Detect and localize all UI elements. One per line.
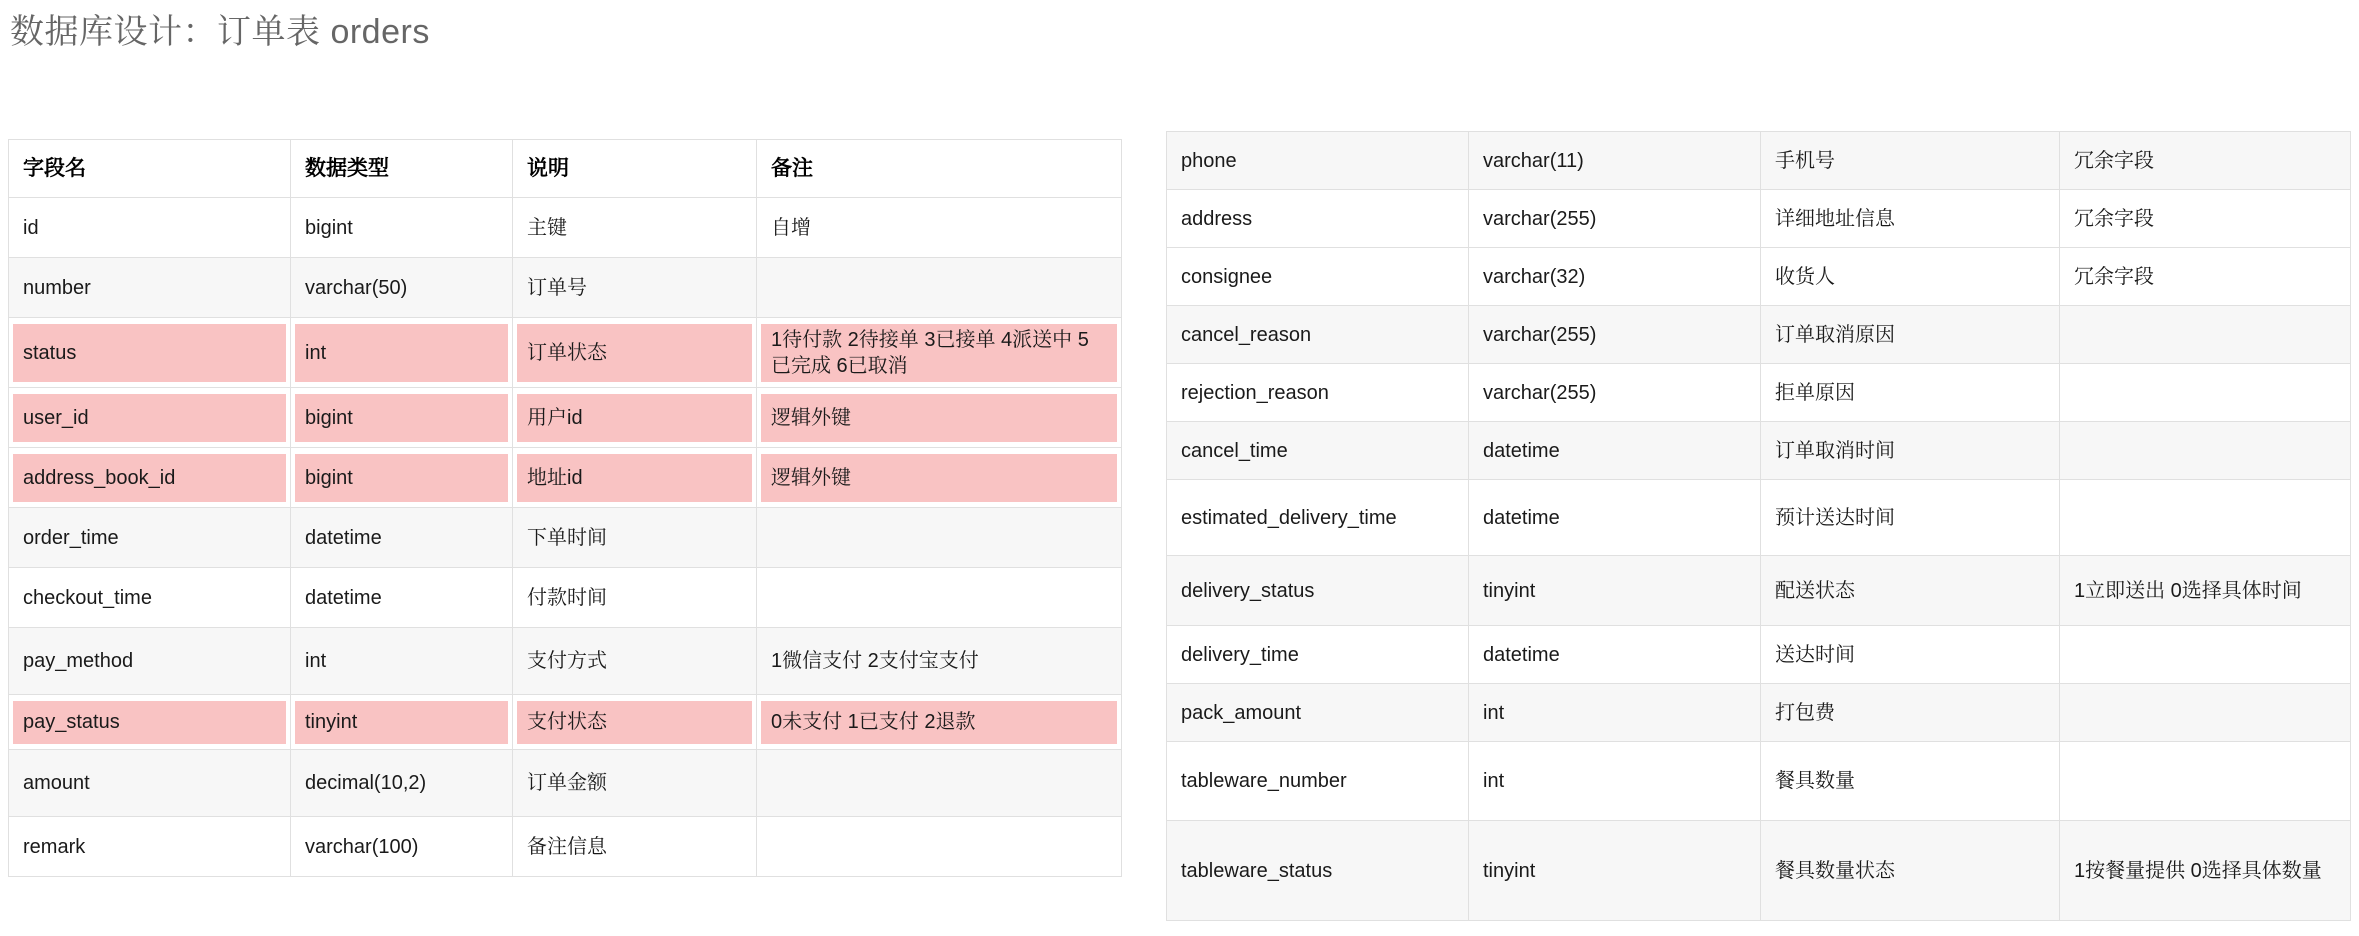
table-row (1167, 821, 2351, 921)
cell-data-type: bigint (291, 388, 513, 448)
table-row (9, 198, 1122, 258)
table-row (1167, 132, 2351, 190)
cell-description: 预计送达时间 (1761, 480, 2060, 556)
header-row (9, 140, 1122, 198)
cell-field-name: order_time (9, 508, 291, 568)
cell-data-type: datetime (291, 508, 513, 568)
cell-description: 配送状态 (1761, 556, 2060, 626)
cell-remark: 逻辑外键 (757, 388, 1122, 448)
cell-field-name: checkout_time (9, 568, 291, 628)
cell-description: 备注信息 (513, 817, 757, 877)
cell-description: 订单取消时间 (1761, 422, 2060, 480)
cell-description: 支付方式 (513, 628, 757, 695)
cell-description: 拒单原因 (1761, 364, 2060, 422)
cell-remark (757, 568, 1122, 628)
cell-remark: 冗余字段 (2060, 190, 2351, 248)
cell-field-name: cancel_time (1167, 422, 1469, 480)
cell-description: 下单时间 (513, 508, 757, 568)
cell-description: 用户id (513, 388, 757, 448)
cell-description: 付款时间 (513, 568, 757, 628)
cell-field-name: cancel_reason (1167, 306, 1469, 364)
cell-remark: 冗余字段 (2060, 248, 2351, 306)
table-row (1167, 364, 2351, 422)
cell-description: 餐具数量状态 (1761, 821, 2060, 921)
cell-data-type: varchar(255) (1469, 306, 1761, 364)
cell-field-name: pack_amount (1167, 684, 1469, 742)
table-row (9, 750, 1122, 817)
table-row (1167, 480, 2351, 556)
cell-description: 收货人 (1761, 248, 2060, 306)
table-row (1167, 742, 2351, 821)
cell-remark: 1按餐量提供 0选择具体数量 (2060, 821, 2351, 921)
cell-description: 详细地址信息 (1761, 190, 2060, 248)
cell-remark (2060, 742, 2351, 821)
cell-field-name: tableware_number (1167, 742, 1469, 821)
cell-field-name: pay_method (9, 628, 291, 695)
cell-description: 订单号 (513, 258, 757, 318)
cell-data-type: datetime (1469, 480, 1761, 556)
cell-remark: 1立即送出 0选择具体时间 (2060, 556, 2351, 626)
header-data-type: 数据类型 (291, 140, 513, 198)
cell-remark (2060, 626, 2351, 684)
cell-remark (2060, 480, 2351, 556)
table-row (1167, 248, 2351, 306)
cell-remark: 0未支付 1已支付 2退款 (757, 695, 1122, 750)
header-field-name: 字段名 (9, 140, 291, 198)
cell-data-type: tinyint (1469, 821, 1761, 921)
cell-data-type: varchar(255) (1469, 364, 1761, 422)
cell-data-type: decimal(10,2) (291, 750, 513, 817)
cell-description: 打包费 (1761, 684, 2060, 742)
table-row (9, 628, 1122, 695)
cell-data-type: int (291, 628, 513, 695)
orders-table-left (8, 139, 1122, 877)
cell-remark (757, 817, 1122, 877)
cell-field-name: number (9, 258, 291, 318)
header-remark: 备注 (757, 140, 1122, 198)
cell-data-type: varchar(32) (1469, 248, 1761, 306)
cell-remark (757, 750, 1122, 817)
cell-remark: 逻辑外键 (757, 448, 1122, 508)
cell-remark (2060, 422, 2351, 480)
cell-data-type: varchar(50) (291, 258, 513, 318)
cell-description: 送达时间 (1761, 626, 2060, 684)
cell-remark (2060, 684, 2351, 742)
table-row (9, 448, 1122, 508)
cell-field-name: estimated_delivery_time (1167, 480, 1469, 556)
cell-data-type: int (291, 318, 513, 388)
cell-field-name: remark (9, 817, 291, 877)
table-row (1167, 684, 2351, 742)
cell-field-name: pay_status (9, 695, 291, 750)
cell-remark: 1待付款 2待接单 3已接单 4派送中 5已完成 6已取消 (757, 318, 1122, 388)
cell-field-name: phone (1167, 132, 1469, 190)
orders-table-header (9, 140, 1122, 198)
cell-description: 订单取消原因 (1761, 306, 2060, 364)
cell-data-type: tinyint (1469, 556, 1761, 626)
cell-data-type: int (1469, 742, 1761, 821)
cell-remark: 自增 (757, 198, 1122, 258)
cell-description: 餐具数量 (1761, 742, 2060, 821)
table-row (1167, 190, 2351, 248)
table-row (9, 695, 1122, 750)
orders-table-left-body (9, 198, 1122, 877)
cell-data-type: tinyint (291, 695, 513, 750)
cell-data-type: datetime (1469, 626, 1761, 684)
cell-description: 支付状态 (513, 695, 757, 750)
table-row (9, 817, 1122, 877)
cell-remark (2060, 306, 2351, 364)
cell-data-type: bigint (291, 448, 513, 508)
cell-field-name: address_book_id (9, 448, 291, 508)
table-row (1167, 306, 2351, 364)
page-title: 数据库设计：订单表 orders (10, 13, 430, 51)
table-row (9, 388, 1122, 448)
cell-field-name: delivery_time (1167, 626, 1469, 684)
cell-field-name: id (9, 198, 291, 258)
cell-data-type: int (1469, 684, 1761, 742)
cell-field-name: rejection_reason (1167, 364, 1469, 422)
header-description: 说明 (513, 140, 757, 198)
cell-field-name: address (1167, 190, 1469, 248)
cell-remark (2060, 364, 2351, 422)
cell-description: 地址id (513, 448, 757, 508)
cell-field-name: delivery_status (1167, 556, 1469, 626)
cell-field-name: tableware_status (1167, 821, 1469, 921)
cell-data-type: bigint (291, 198, 513, 258)
cell-remark: 冗余字段 (2060, 132, 2351, 190)
cell-remark: 1微信支付 2支付宝支付 (757, 628, 1122, 695)
table-row (1167, 556, 2351, 626)
cell-field-name: status (9, 318, 291, 388)
orders-table-right-body (1167, 132, 2351, 921)
cell-remark (757, 508, 1122, 568)
cell-description: 订单金额 (513, 750, 757, 817)
cell-field-name: amount (9, 750, 291, 817)
cell-data-type: datetime (291, 568, 513, 628)
table-row (9, 508, 1122, 568)
cell-field-name: consignee (1167, 248, 1469, 306)
cell-data-type: varchar(11) (1469, 132, 1761, 190)
table-row (1167, 626, 2351, 684)
cell-data-type: varchar(100) (291, 817, 513, 877)
table-row (1167, 422, 2351, 480)
cell-description: 订单状态 (513, 318, 757, 388)
orders-table-right (1166, 131, 2351, 921)
cell-data-type: varchar(255) (1469, 190, 1761, 248)
table-row (9, 568, 1122, 628)
cell-description: 主键 (513, 198, 757, 258)
table-row (9, 258, 1122, 318)
cell-remark (757, 258, 1122, 318)
cell-data-type: datetime (1469, 422, 1761, 480)
cell-description: 手机号 (1761, 132, 2060, 190)
table-row (9, 318, 1122, 388)
cell-field-name: user_id (9, 388, 291, 448)
